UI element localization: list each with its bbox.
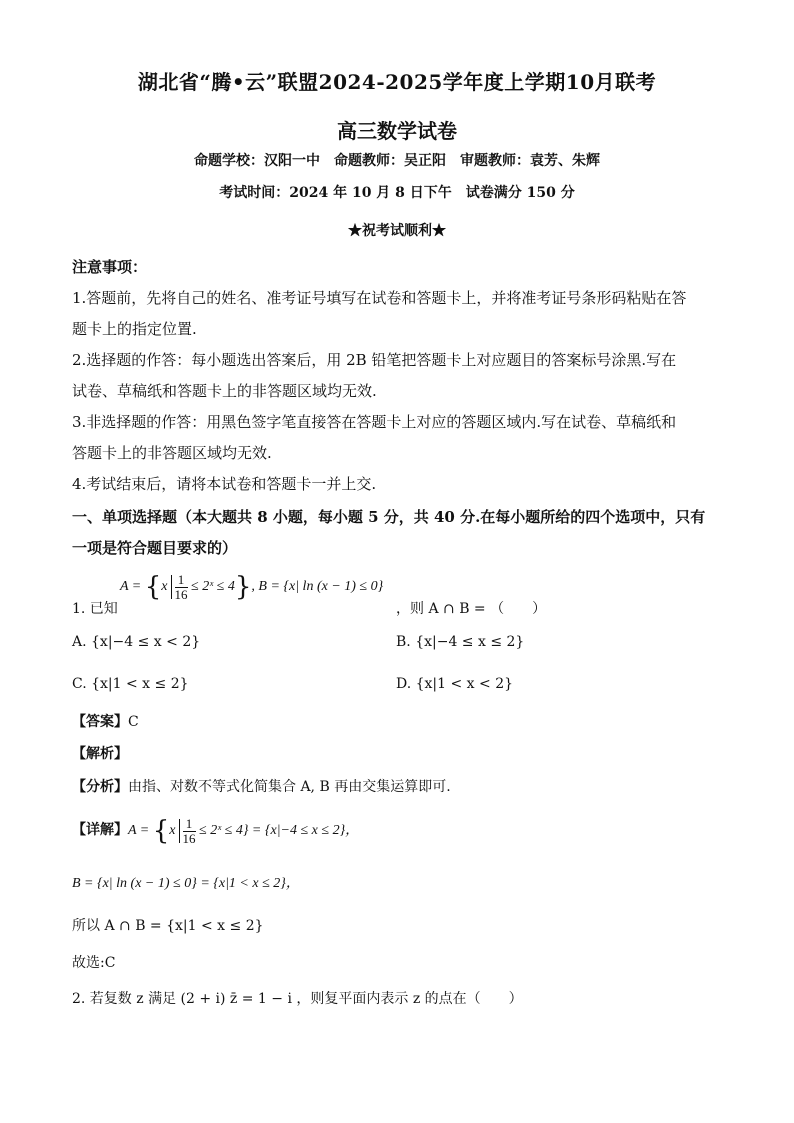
brace-left-icon: {: [144, 572, 162, 602]
q1-detail-line: [72, 816, 359, 846]
analysis-tag: 【解析】: [72, 746, 128, 762]
q1-detail-frac-num: 1: [183, 817, 196, 832]
note-2a: 2.选择题的作答：每小题选出答案后，用 2B 铅笔把答题卡上对应题目的答案标号涂黑.写在: [72, 351, 677, 369]
q1-fraction: [175, 573, 188, 602]
q1-detail-frac-den: 16: [182, 830, 196, 846]
note-4: 4.考试结束后，请将本试卷和答题卡一并上交.: [72, 475, 377, 493]
q1-setA-left: A =: [120, 579, 145, 595]
q1-frac-num: 1: [175, 573, 188, 588]
q1-detail-fraction: [183, 817, 196, 846]
note-1b: 题卡上的指定位置.: [72, 320, 197, 338]
section-heading-b: 一项是符合题目要求的）: [72, 539, 238, 557]
q1-choose: 故选:C: [72, 955, 116, 971]
brace-right-icon: }: [234, 572, 252, 602]
note-1a: 1.答题前，先将自己的姓名、准考证号填写在试卷和答题卡上，并将准考证号条形码粘贴在答: [72, 289, 687, 307]
q1-fenxi: 由指、对数不等式化简集合 A, B 再由交集运算即可.: [128, 779, 451, 795]
q1-option-a: A. {x|−4 ≤ x < 2}: [72, 634, 201, 650]
answer-tag: 【答案】: [72, 714, 128, 730]
q1-setB: , B = {x| ln (x − 1) ≤ 0}: [251, 579, 384, 595]
exam-authors: 命题学校：汉阳一中 命题教师：吴正阳 审题教师：袁芳、朱辉: [194, 153, 600, 169]
q1-setA-rest: ≤ 2ˣ ≤ 4: [191, 579, 235, 595]
q1-option-c: C. {x|1 < x ≤ 2}: [72, 676, 189, 692]
section-heading-a: 一、单项选择题（本大题共 8 小题，每小题 5 分，共 40 分.在每小题所给的四个选项中，只有: [72, 508, 706, 526]
notes-heading: 注意事项：: [72, 258, 148, 276]
brace-left-icon: {: [152, 816, 170, 846]
q1-prefix: 1. 已知: [72, 601, 118, 617]
q1-detail-c: 所以 A ∩ B = {x|1 < x ≤ 2}: [72, 918, 264, 934]
q1-option-d: D. {x|1 < x < 2}: [396, 676, 514, 692]
q1-frac-den: 16: [174, 586, 188, 602]
q1-option-b: B. {x|−4 ≤ x ≤ 2}: [396, 634, 525, 650]
q1-answer: C: [128, 714, 139, 730]
note-2b: 试卷、草稿纸和答题卡上的非答题区域均无效.: [72, 382, 377, 400]
q1-detail-setA: [128, 815, 360, 846]
set-bar-icon: [171, 575, 172, 599]
q1-answer-line: [72, 711, 139, 731]
q1-suffix: ，则 A ∩ B = （ ）: [396, 601, 547, 617]
set-bar-icon: [179, 819, 180, 843]
exam-subtitle: 高三数学试卷: [337, 119, 457, 143]
note-3b: 答题卡上的非答题区域均无效.: [72, 444, 272, 462]
exam-info: 考试时间：2024 年 10 月 8 日下午 试卷满分 150 分: [219, 185, 575, 201]
q1-detail-var: x: [169, 823, 176, 839]
fenxi-tag: 【分析】: [72, 779, 128, 795]
q1-set-expression: [120, 572, 383, 602]
exam-title: 湖北省“腾•云”联盟2024-2025学年度上学期10月联考: [137, 70, 657, 94]
q1-detail-b: B = {x| ln (x − 1) ≤ 0} = {x|1 < x ≤ 2}，: [72, 876, 300, 891]
note-3a: 3.非选择题的作答：用黑色签字笔直接答在答题卡上对应的答题区域内.写在试卷、草稿纸和: [72, 413, 677, 431]
q1-detail-setA-left: A =: [128, 823, 153, 839]
q2-text: 2. 若复数 z 满足 (2 + i) z̄ = 1 − i ，则复平面内表示 z 的点在（ ）: [72, 991, 523, 1007]
good-luck-banner: ★祝考试顺利★: [348, 223, 446, 239]
q1-setA-var: x: [161, 579, 168, 595]
q1-detail-a-rest: ≤ 2ˣ ≤ 4} = {x|−4 ≤ x ≤ 2}，: [199, 823, 360, 839]
q1-fenxi-line: [72, 776, 451, 796]
detail-tag: 【详解】: [72, 822, 128, 839]
